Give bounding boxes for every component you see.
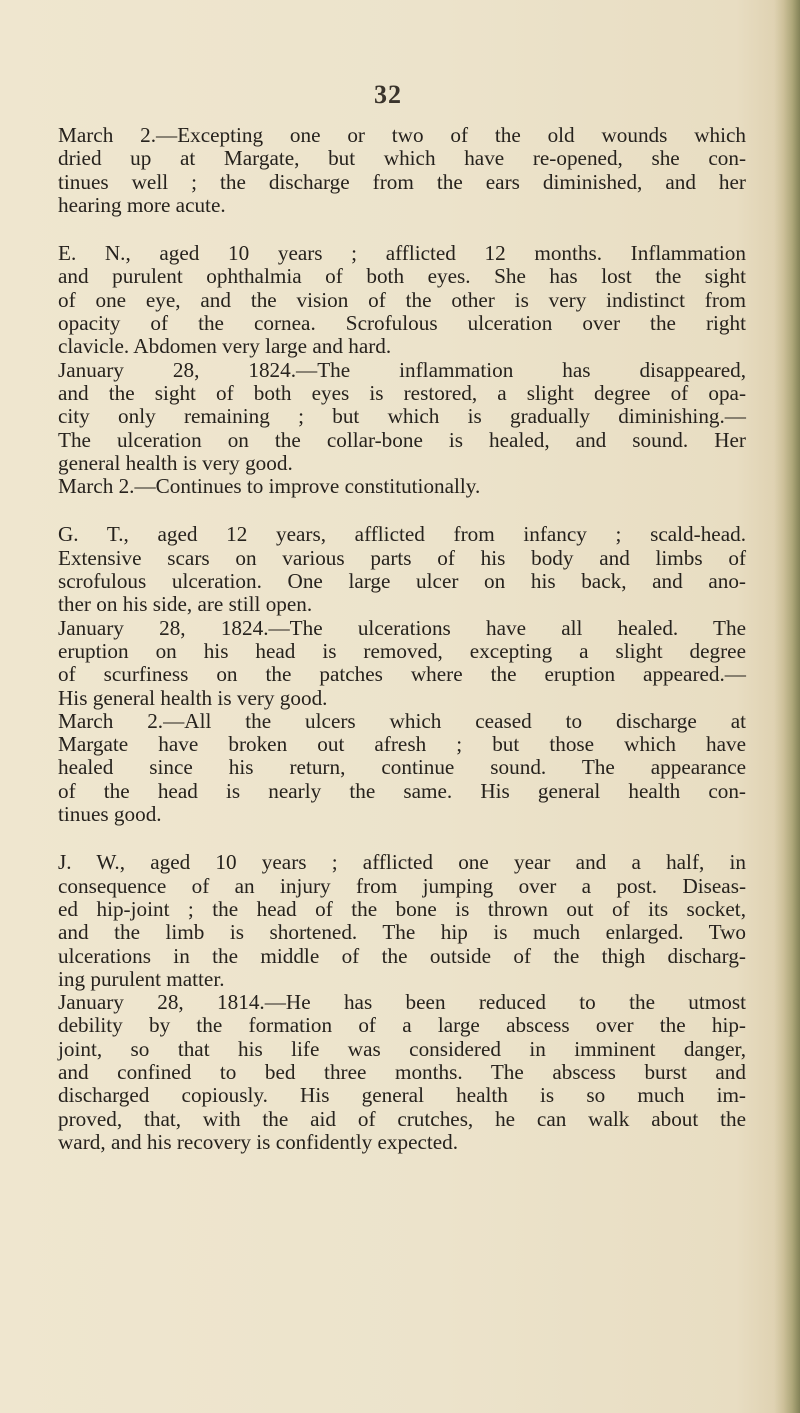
text-line: consequence of an injury from jumping over a post. Diseas- <box>58 873 746 898</box>
text-line: general health is very good. <box>58 450 293 475</box>
text-line: ed hip-joint ; the head of the bone is thrown out of its socket, <box>58 896 746 921</box>
text-line: discharged copiously. His general health is so much im- <box>58 1083 746 1108</box>
text-line: scrofulous ulceration. One large ulcer on his back, and ano- <box>58 569 746 594</box>
text-line: healed since his return, continue sound. The appearance <box>58 755 746 780</box>
text-line: and confined to bed three months. The abscess burst and <box>58 1059 746 1084</box>
text-line: and the limb is shortened. The hip is much enlarged. Two <box>58 920 746 945</box>
page-body <box>58 124 746 1154</box>
text-line: hearing more acute. <box>58 192 226 217</box>
text-line: tinues good. <box>58 802 162 827</box>
paragraph-march-2-note <box>58 124 746 217</box>
text-line: January 28, 1824.—The inflammation has disappeared, <box>58 357 746 382</box>
text-line: G. T., aged 12 years, afflicted from infancy ; scald-head. <box>58 522 746 547</box>
text-line: J. W., aged 10 years ; afflicted one year and a half, in <box>58 850 746 875</box>
text-line: Margate have broken out afresh ; but those which have <box>58 732 746 757</box>
text-line: Extensive scars on various parts of his body and limbs of <box>58 545 746 570</box>
text-line: of scurfiness on the patches where the eruption appeared.— <box>58 662 746 687</box>
text-line: tinues well ; the discharge from the ears diminished, and her <box>58 169 746 194</box>
text-line: The ulceration on the collar-bone is healed, and sound. Her <box>58 427 746 452</box>
text-line: city only remaining ; but which is gradually diminishing.— <box>58 404 746 429</box>
text-line: debility by the formation of a large abscess over the hip- <box>58 1013 746 1038</box>
text-line: of the head is nearly the same. His general health con- <box>58 778 746 803</box>
text-line: and purulent ophthalmia of both eyes. She has lost the sight <box>58 264 746 289</box>
text-line: January 28, 1814.—He has been reduced to the utmost <box>58 990 746 1015</box>
text-line: of one eye, and the vision of the other is very indistinct from <box>58 287 746 312</box>
text-line: March 2.—All the ulcers which ceased to discharge at <box>58 708 746 733</box>
text-line: ther on his side, are still open. <box>58 592 313 617</box>
text-line: ward, and his recovery is confidently expected. <box>58 1129 459 1154</box>
page-edge-shadow <box>774 0 800 1413</box>
text-line: ulcerations in the middle of the outside of the thigh discharg- <box>58 943 746 968</box>
page-number: 32 <box>374 80 402 109</box>
text-line: March 2.—Excepting one or two of the old wounds which <box>58 123 746 147</box>
text-line: January 28, 1824.—The ulcerations have all healed. The <box>58 615 746 640</box>
paragraph-case-jw <box>58 851 746 1154</box>
text-line: eruption on his head is removed, excepting a slight degree <box>58 638 746 663</box>
text-line: E. N., aged 10 years ; afflicted 12 months. Inflammation <box>58 241 746 266</box>
text-line: dried up at Margate, but which have re-opened, she con- <box>58 146 746 171</box>
paragraph-case-gt <box>58 523 746 826</box>
text-line: His general health is very good. <box>58 685 328 710</box>
text-line: clavicle. Abdomen very large and hard. <box>58 334 392 359</box>
text-line: March 2.—Continues to improve constitutionally. <box>58 474 481 499</box>
text-line: ing purulent matter. <box>58 966 225 991</box>
paragraph-case-en <box>58 242 746 498</box>
text-line: proved, that, with the aid of crutches, he can walk about the <box>58 1106 746 1131</box>
text-line: and the sight of both eyes is restored, a slight degree of opa- <box>58 380 746 405</box>
text-line: joint, so that his life was considered in imminent danger, <box>58 1036 746 1061</box>
text-line: opacity of the cornea. Scrofulous ulceration over the right <box>58 311 746 336</box>
